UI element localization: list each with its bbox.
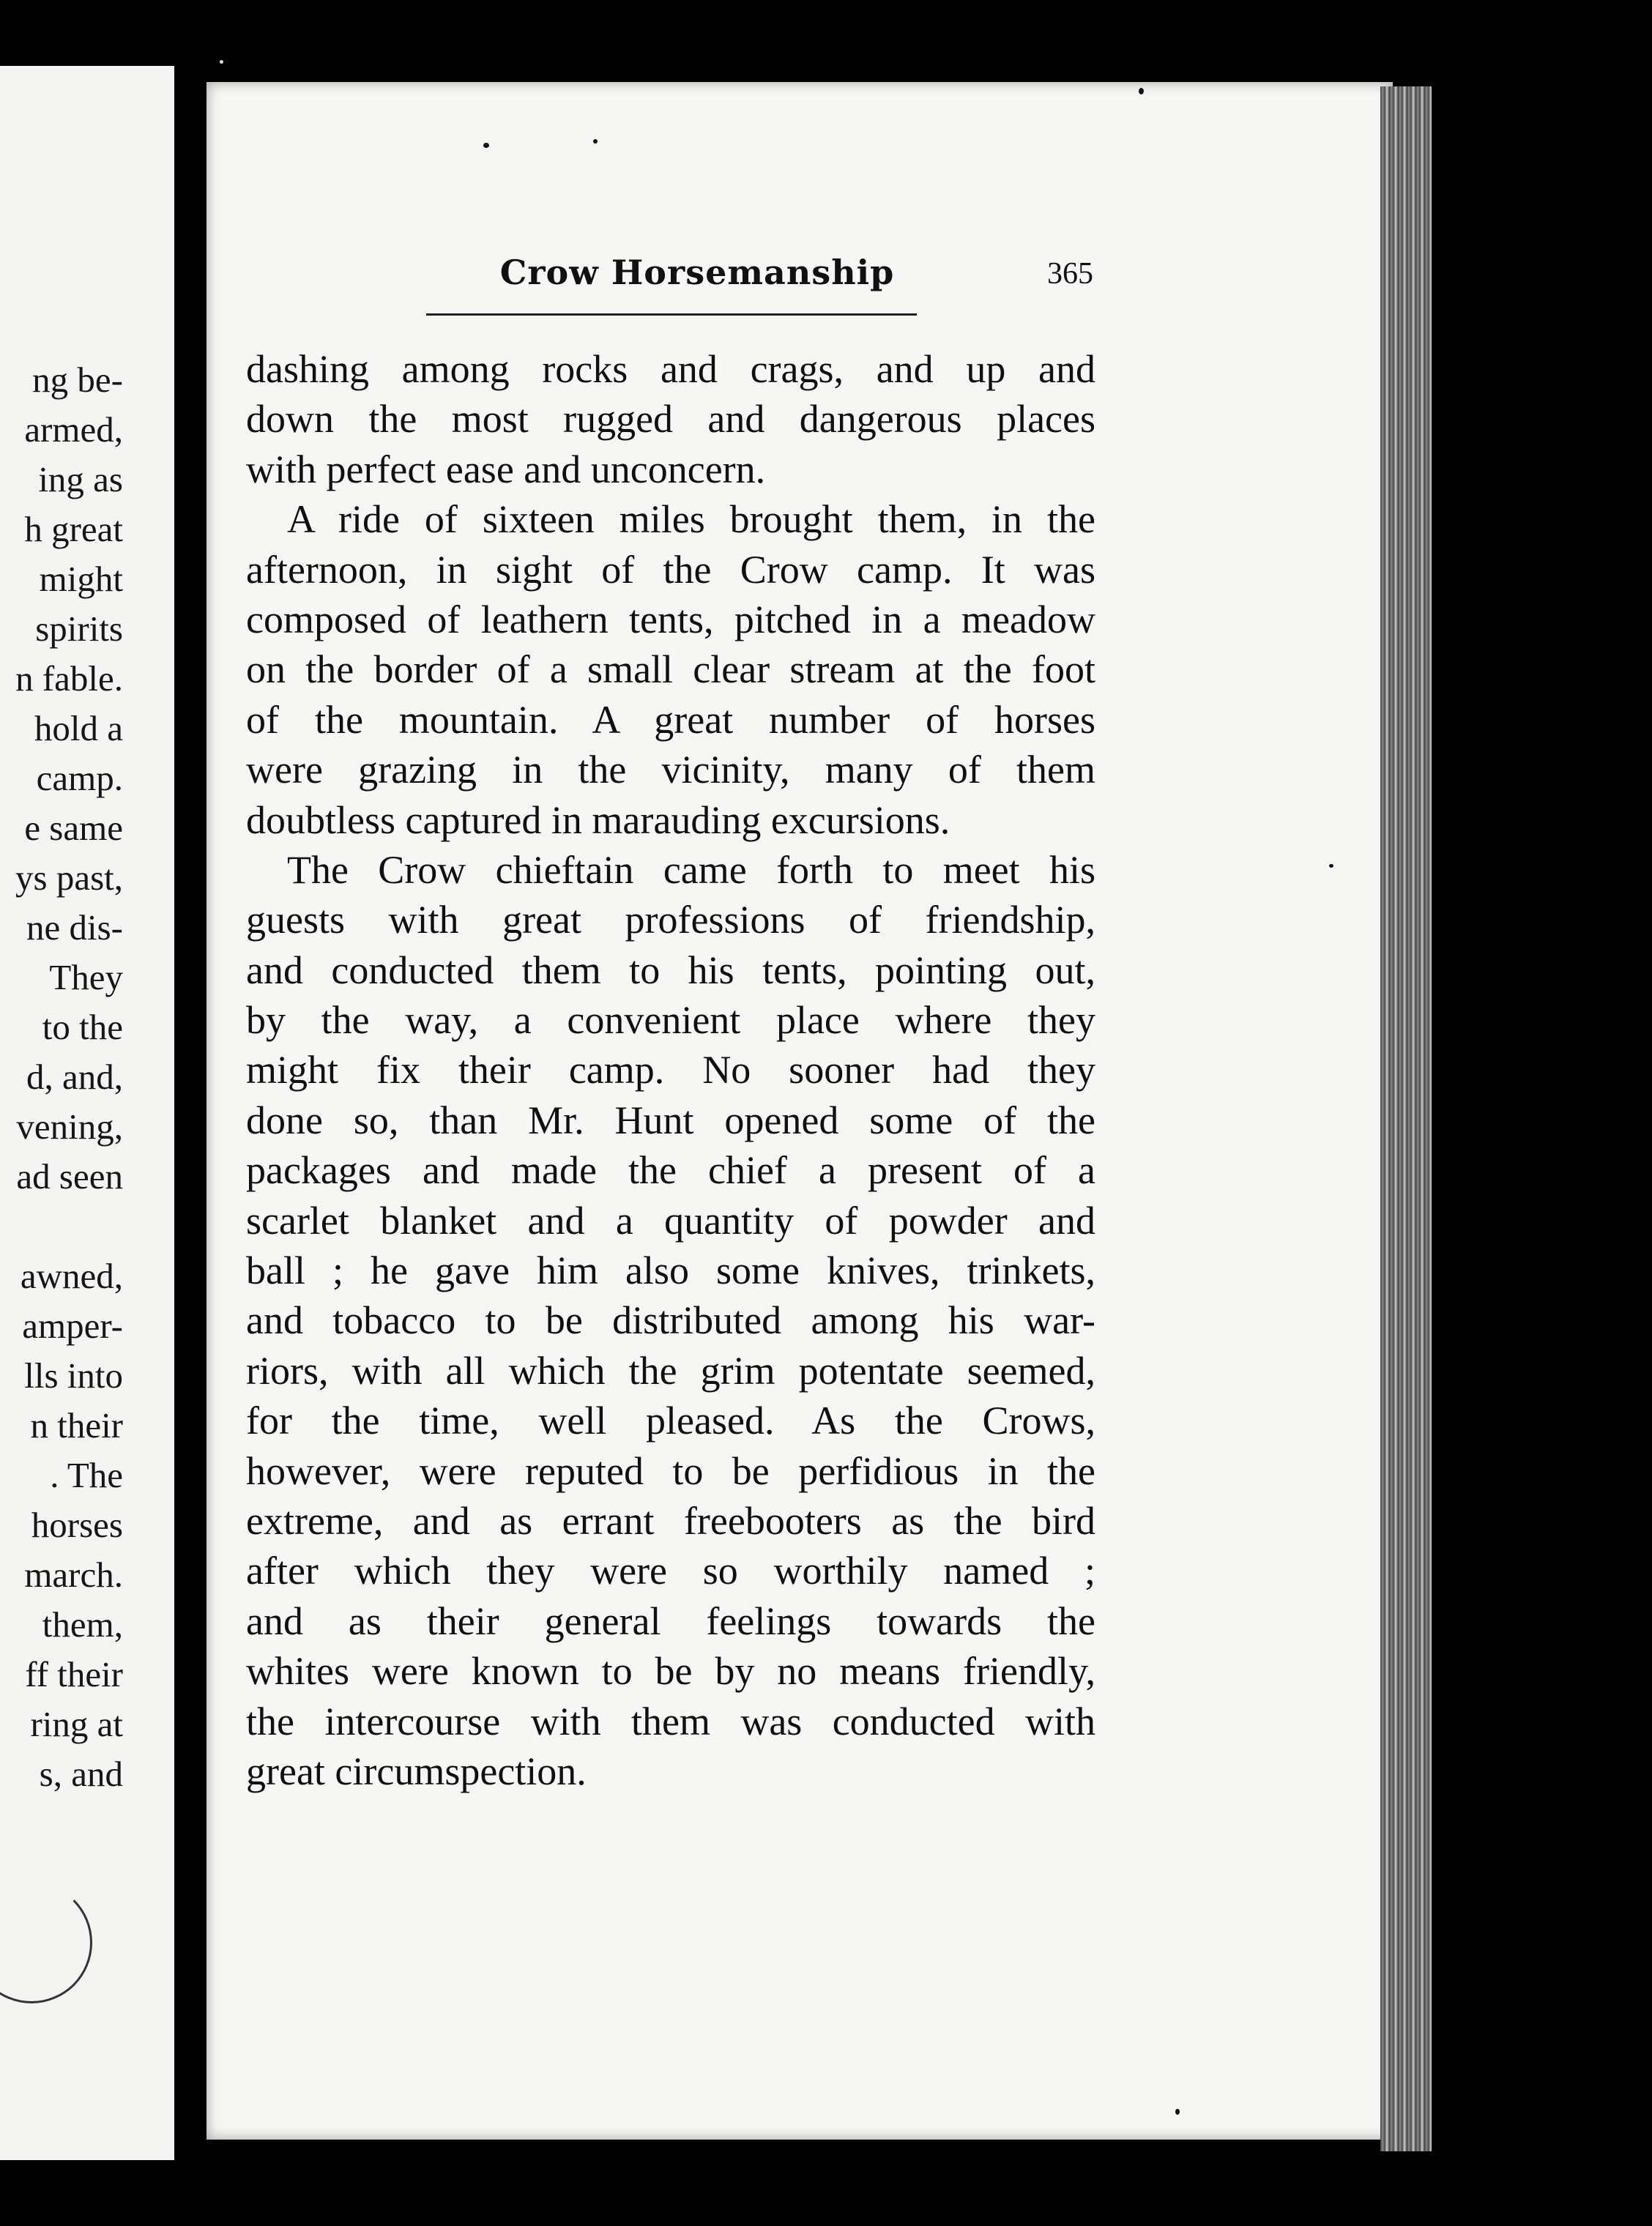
dust-speck — [1175, 2109, 1180, 2115]
text-line: packages and made the chief a present of a — [246, 1148, 1095, 1193]
book-gutter — [174, 44, 206, 2226]
left-line: n their — [30, 1405, 123, 1445]
text-line: and conducted them to his tents, pointing out, — [246, 948, 1095, 992]
left-line: lls into — [24, 1355, 123, 1396]
text-line: and as their general feelings towards the — [246, 1598, 1095, 1643]
left-line: ad seen — [16, 1156, 123, 1196]
left-line: might — [39, 559, 123, 599]
text-line: scarlet blanket and a quantity of powder and — [246, 1198, 1095, 1243]
left-page-text — [0, 355, 123, 1799]
page-fold-mark — [0, 1882, 92, 2003]
left-line: armed, — [24, 409, 123, 450]
left-line: s, and — [39, 1754, 123, 1794]
left-line: They — [49, 957, 123, 997]
left-line: horses — [31, 1505, 123, 1545]
left-line: camp. — [36, 758, 123, 798]
text-line: after which they were so worthily named ; — [246, 1549, 1095, 1593]
header-rule — [426, 313, 917, 316]
page-header — [206, 253, 1393, 319]
left-line: ng be- — [32, 360, 123, 400]
text-line: and tobacco to be distributed among his war- — [246, 1298, 1095, 1343]
left-line: awned, — [20, 1256, 123, 1296]
left-page — [0, 66, 174, 2160]
left-line: ring at — [30, 1704, 123, 1744]
text-line: down the most rugged and dangerous places — [246, 397, 1095, 442]
page-number: 365 — [1047, 257, 1093, 291]
left-line: spirits — [35, 608, 123, 649]
text-line: of the mountain. A great number of horses — [246, 697, 1095, 742]
left-line: vening, — [16, 1106, 123, 1147]
dust-speck — [1329, 864, 1333, 868]
body-text — [246, 344, 1095, 1796]
left-line: h great — [24, 509, 123, 549]
text-line: done so, than Mr. Hunt opened some of the — [246, 1098, 1095, 1142]
left-line: hold a — [34, 708, 123, 748]
text-line: on the border of a small clear stream at the foot — [246, 647, 1095, 692]
dust-speck — [593, 139, 598, 144]
left-line: n fable. — [15, 658, 123, 699]
page-edges — [1380, 86, 1432, 2151]
text-line: great circumspection. — [246, 1749, 587, 1793]
left-line: amper- — [22, 1306, 123, 1346]
text-line: whites were known to be by no means friendly, — [246, 1649, 1095, 1694]
text-line: by the way, a convenient place where they — [246, 998, 1095, 1043]
text-line: The Crow chieftain came forth to meet his — [287, 847, 1095, 892]
left-line — [0, 1202, 123, 1251]
left-line: ff their — [25, 1654, 123, 1694]
text-line: A ride of sixteen miles brought them, in the — [287, 497, 1095, 542]
text-line: however, were reputed to be perfidious in the — [246, 1448, 1095, 1493]
text-line: dashing among rocks and crags, and up and — [246, 347, 1095, 391]
left-line: them, — [42, 1604, 123, 1645]
left-line: ing as — [38, 459, 123, 499]
text-line: doubtless captured in marauding excursions. — [246, 797, 950, 842]
text-line: might fix their camp. No sooner had they — [246, 1048, 1095, 1092]
left-line: ys past, — [15, 857, 123, 898]
left-line: ne dis- — [26, 907, 123, 948]
dust-speck — [483, 143, 489, 148]
text-line: were grazing in the vicinity, many of them — [246, 748, 1095, 792]
text-line: composed of leathern tents, pitched in a meadow — [246, 597, 1095, 641]
text-line: the intercourse with them was conducted with — [246, 1699, 1095, 1743]
left-line: to the — [42, 1007, 123, 1047]
text-line: guests with great professions of friendship, — [246, 898, 1095, 942]
text-line: afternoon, in sight of the Crow camp. It was — [246, 547, 1095, 592]
running-head: Crow Horsemanship — [499, 253, 895, 292]
dust-speck — [1139, 88, 1144, 94]
text-line: with perfect ease and unconcern. — [246, 447, 766, 491]
text-line: extreme, and as errant freebooters as the bird — [246, 1498, 1095, 1543]
left-line: d, and, — [26, 1057, 123, 1097]
dust-speck — [220, 60, 223, 64]
left-line: . The — [50, 1455, 123, 1495]
text-line: for the time, well pleased. As the Crows, — [246, 1399, 1095, 1443]
text-line: riors, with all which the grim potentate seemed, — [246, 1348, 1095, 1393]
left-line: march. — [24, 1555, 123, 1595]
left-line: e same — [24, 808, 123, 848]
text-line: ball ; he gave him also some knives, trinkets, — [246, 1248, 1095, 1293]
